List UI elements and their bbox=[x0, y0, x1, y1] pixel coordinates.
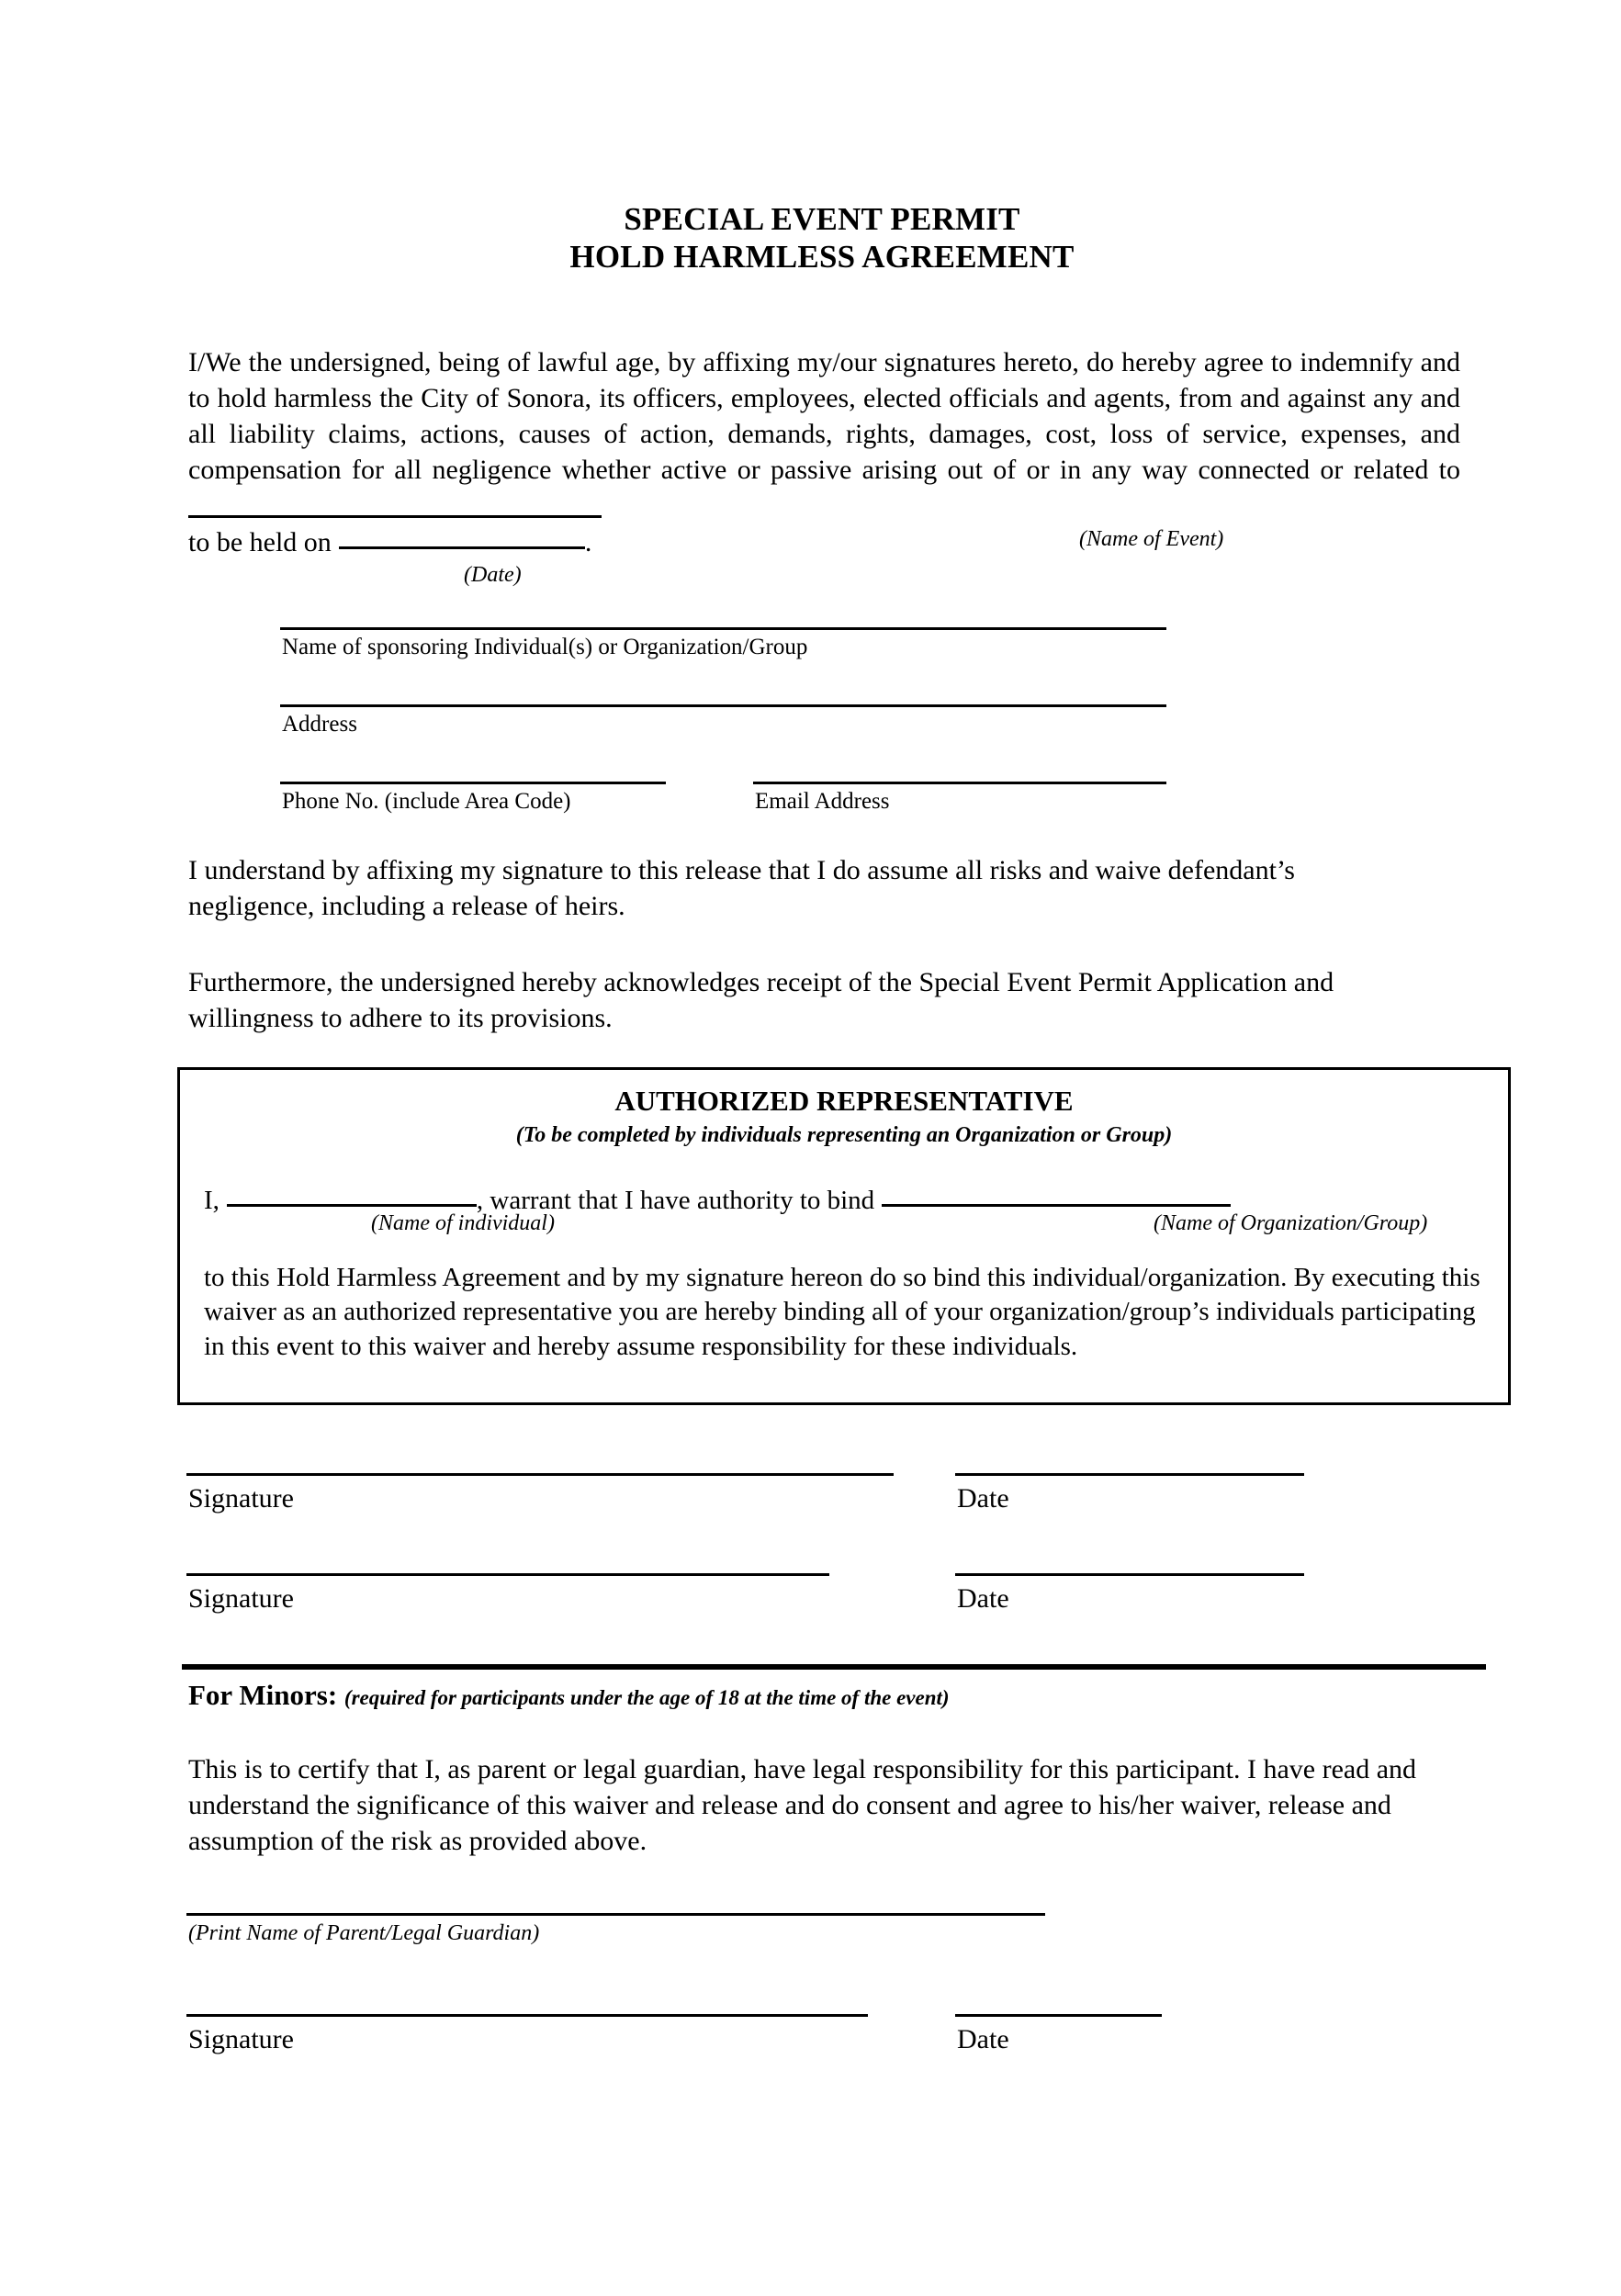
caption-print-name-parent: (Print Name of Parent/Legal Guardian) bbox=[188, 1921, 540, 1945]
parent-print-name-line[interactable] bbox=[186, 1913, 1045, 1916]
date-line-1[interactable] bbox=[955, 1473, 1304, 1476]
date-line-2[interactable] bbox=[955, 1573, 1304, 1576]
date-label-1: Date bbox=[957, 1483, 1009, 1514]
parent-signature-label: Signature bbox=[188, 2024, 294, 2054]
document-title bbox=[188, 200, 1456, 276]
parent-date-label: Date bbox=[957, 2024, 1009, 2054]
signature-line-1[interactable] bbox=[186, 1473, 894, 1476]
authorized-representative-body: to this Hold Harmless Agreement and by my signature hereon do so bind this individual/organization. By executing this waiver as an authorized representative you are hereby binding all of your organization/group’s individuals participating in this event to this waiver and hereby assume responsibility for these individuals. bbox=[204, 1262, 1480, 1362]
authorized-representative-subheading: (To be completed by individuals representing an Organization or Group) bbox=[515, 1123, 1173, 1147]
to-be-held-on-label: to be held on bbox=[188, 527, 332, 557]
individual-name-blank[interactable] bbox=[227, 1177, 477, 1207]
address-input-line[interactable] bbox=[280, 704, 1166, 707]
sentence-period: . bbox=[584, 527, 592, 557]
event-date-blank[interactable] bbox=[339, 519, 585, 549]
caption-name-of-event: (Name of Event) bbox=[1079, 527, 1224, 551]
minors-body-paragraph: This is to certify that I, as parent or legal guardian, have legal responsibility for this participant. I have read and understand the significance of this waiver and release and do consent and agree to his/her waiver, release and assumption of the risk as provided above. bbox=[188, 1754, 1417, 1856]
authority-prefix: I, bbox=[204, 1186, 220, 1215]
minors-requirement-note: (required for participants under the age of 18 at the time of the event) bbox=[343, 1686, 950, 1709]
authority-middle: , warrant that I have authority to bind bbox=[476, 1186, 875, 1215]
event-date-line bbox=[188, 519, 1460, 560]
sponsor-name-label: Name of sponsoring Individual(s) or Organization/Group bbox=[282, 635, 808, 659]
email-input-line[interactable] bbox=[753, 782, 1166, 784]
parent-date-line[interactable] bbox=[955, 2014, 1162, 2017]
signature-label-2: Signature bbox=[188, 1583, 294, 1614]
caption-name-of-individual: (Name of individual) bbox=[371, 1211, 555, 1235]
address-label: Address bbox=[282, 712, 357, 737]
phone-label: Phone No. (include Area Code) bbox=[282, 789, 571, 814]
indemnity-paragraph-text: I/We the undersigned, being of lawful age, by affixing my/our signatures hereto, do hereby agree to indemnify and to hold harmless the City of Sonora, its officers, employees, elected officials and agents, from and against any and all liability claims, actions, causes of action, demands, rights, damages, cost, loss of service, expenses, and compensation for all negligence whether active or passive arising out of or in any way connected or related to bbox=[188, 347, 1460, 485]
title-line-1: SPECIAL EVENT PERMIT bbox=[624, 201, 1020, 237]
minors-heading-colon: : bbox=[327, 1679, 338, 1711]
authorized-representative-heading: AUTHORIZED REPRESENTATIVE bbox=[614, 1085, 1074, 1117]
caption-date: (Date) bbox=[464, 563, 522, 587]
name-of-event-blank[interactable] bbox=[188, 488, 602, 518]
parent-signature-line[interactable] bbox=[186, 2014, 868, 2017]
organization-name-blank[interactable] bbox=[882, 1177, 1231, 1207]
signature-label-1: Signature bbox=[188, 1483, 294, 1514]
phone-input-line[interactable] bbox=[280, 782, 666, 784]
minors-heading bbox=[188, 1679, 950, 1712]
signature-line-2[interactable] bbox=[186, 1573, 829, 1576]
authorized-representative-box bbox=[177, 1067, 1511, 1405]
email-label: Email Address bbox=[755, 789, 890, 814]
date-label-2: Date bbox=[957, 1583, 1009, 1614]
title-line-2: HOLD HARMLESS AGREEMENT bbox=[569, 239, 1075, 276]
minors-section-divider bbox=[182, 1664, 1486, 1670]
sponsor-name-input-line[interactable] bbox=[280, 627, 1166, 630]
risk-acknowledgement-paragraph: I understand by affixing my signature to this release that I do assume all risks and waive defendant’s negligence, including a release of heirs. bbox=[188, 855, 1295, 921]
caption-name-of-organization: (Name of Organization/Group) bbox=[1154, 1211, 1428, 1235]
indemnity-paragraph bbox=[188, 344, 1460, 529]
receipt-acknowledgement-paragraph: Furthermore, the undersigned hereby acknowledges receipt of the Special Event Permit Application and willingness to adhere to its provisions. bbox=[188, 967, 1334, 1033]
minors-heading-text: For Minors bbox=[188, 1679, 328, 1711]
